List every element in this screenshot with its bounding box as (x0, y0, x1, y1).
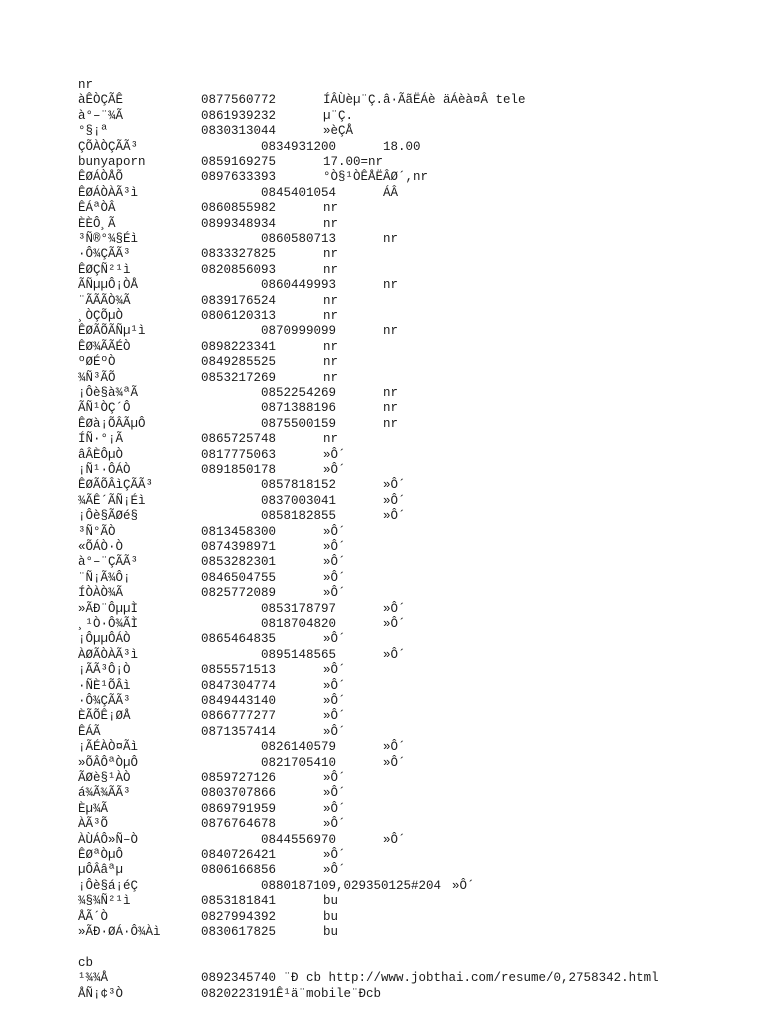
note-cell: »Ô´ (323, 771, 346, 785)
name-cell: àÊÒÇÃÊ (78, 93, 124, 108)
name-cell: ÊÁÃ (78, 724, 101, 739)
note-cell: »Ô´ (323, 801, 346, 816)
phone-cell: 0870999099 (261, 324, 337, 339)
name-cell: á¾Ã¾ÃÃ³ (78, 786, 131, 801)
name-cell: à°–¨ÇÃÃ³ (78, 555, 139, 570)
name-cell: ÊØÇÑ²¹ì (78, 262, 131, 277)
note-cell: »Ô´ (383, 493, 406, 508)
name-cell: Èµ¾Ã (78, 801, 109, 816)
name-cell: ¡Ôè§á¡éÇ (78, 878, 139, 893)
phone-cell: 0880187109,029350125#204 (261, 878, 442, 893)
phone-cell: 0833327825 (201, 247, 277, 262)
note-cell: »Ô´ (383, 617, 406, 631)
note-cell: nr (323, 355, 339, 370)
name-cell: ¨ÃÃÃÒ¾Ã (78, 293, 131, 308)
name-cell: »ÃÐ¨ÔµµÌ (78, 601, 139, 616)
note-cell: »Ô´ (323, 586, 346, 601)
note-cell: bu (323, 925, 339, 939)
phone-cell: 0892345740 ¨Ð cb http://www.jobthai.com/resume/0,2758342.html (201, 971, 659, 986)
name-cell: »ÕÂÔªÒµÔ (78, 755, 139, 770)
note-cell: »Ô´ (323, 447, 346, 462)
name-cell: à°–¨¾Ã (78, 108, 124, 123)
note-cell: »Ô´ (323, 786, 346, 801)
name-cell: °§¡ª (78, 124, 109, 139)
name-cell: ¸¹Ò·Ô¾ÃÌ (78, 617, 139, 631)
name-cell: ÅÑ¡¢³Ò (78, 986, 124, 1001)
phone-cell: 0865464835 (201, 632, 277, 647)
note-cell: »Ô´ (383, 755, 406, 770)
note-cell: »Ô´ (323, 463, 346, 477)
note-cell: »Ô´ (383, 509, 406, 524)
phone-cell: 0853282301 (201, 555, 277, 570)
note-cell: nr (383, 401, 399, 416)
note-cell: bu (323, 894, 339, 909)
name-cell: ÊØÃÕÂìÇÃÃ³ (78, 478, 154, 493)
phone-cell: 0857818152 (261, 478, 337, 493)
phone-cell: 0897633393 (201, 170, 277, 185)
phone-cell: 0895148565 (261, 647, 337, 662)
phone-cell: 0820223191Ê¹ä¨mobile¨Ðcb (201, 986, 382, 1001)
note-cell: »Ô´ (323, 524, 346, 539)
phone-cell: 0818704820 (261, 617, 337, 631)
note-cell: »Ô´ (383, 647, 406, 662)
note-cell: nr (383, 324, 399, 339)
name-cell: bunyaporn (78, 155, 146, 169)
note-cell: »Ô´ (383, 740, 406, 755)
phone-cell: 0871357414 (201, 724, 277, 739)
phone-cell: 0859169275 (201, 155, 277, 169)
note-cell: »Ô´ (452, 878, 475, 893)
name-cell: ·ÑÈ¹ÕÂì (78, 678, 131, 693)
name-cell: ÀÃ³Õ (78, 817, 109, 832)
note-cell: »èÇÅ (323, 124, 354, 139)
name-cell: ÊØÃÕÃÑµ¹ì (78, 324, 146, 339)
name-cell: ÊÁªÒÂ (78, 201, 116, 216)
note-cell: nr (323, 247, 339, 262)
name-cell: ·Ô¾ÇÃÃ³ (78, 247, 131, 262)
name-cell: ÀÙÁÔ»Ñ–Ò (78, 832, 139, 847)
name-cell: ÍÒÀÒ¾Ã (78, 586, 124, 601)
name-cell: ÅÃ´Ò (78, 909, 109, 924)
note-cell: µ¨Ç. (323, 108, 354, 123)
name-cell: âÂÈÔµÒ (78, 447, 124, 462)
note-cell: ÁÂ (383, 185, 399, 200)
note-cell: °Ò§¹ÒÊÅËÂØ´,nr (323, 170, 429, 185)
name-cell: ¾Ñ³ÃÕ (78, 370, 116, 385)
phone-cell: 0830313044 (201, 124, 277, 139)
phone-cell: 0861939232 (201, 108, 277, 123)
note-cell: »Ô´ (323, 694, 346, 708)
name-cell: ¡Ñ¹·ÔÁÒ (78, 463, 131, 477)
phone-cell: 0846504755 (201, 570, 277, 585)
phone-cell: 0849285525 (201, 355, 277, 370)
phone-cell: 0847304774 (201, 678, 277, 693)
name-cell: ÈÈÔ¸Ã (78, 216, 116, 231)
phone-cell: 0837003041 (261, 493, 337, 508)
note-cell: nr (383, 416, 399, 431)
name-cell: ¾ÃÊ´ÃÑ¡Éì (78, 493, 146, 508)
phone-cell: 0853178797 (261, 601, 337, 616)
phone-cell: 0852254269 (261, 386, 337, 400)
name-cell: µÔÂâªµ (78, 863, 124, 878)
phone-cell: 0871388196 (261, 401, 337, 416)
note-cell: »Ô´ (323, 663, 346, 678)
name-cell: ¡ÃÃ³Ô¡Ò (78, 663, 131, 678)
phone-cell: 0853181841 (201, 894, 277, 909)
name-cell: ¾§¾Ñ²¹ì (78, 894, 131, 909)
note-cell: nr (323, 370, 339, 385)
phone-cell: 0877560772 (201, 93, 277, 108)
name-cell: ¡ÃÉÀÒ¤Ãì (78, 740, 139, 755)
phone-cell: 0806120313 (201, 309, 277, 323)
note-cell: nr (323, 262, 339, 277)
phone-cell: 0813458300 (201, 524, 277, 539)
name-cell: ¡Ôè§à¾ªÃ (78, 386, 139, 400)
phone-cell: 0845401054 (261, 185, 337, 200)
name-cell: «ÕÁÒ·Ò (78, 540, 124, 554)
name-cell: ÇÕÀÒÇÃÃ³ (78, 139, 139, 154)
note-cell: nr (383, 386, 399, 400)
note-cell: 17.00=nr (323, 155, 384, 169)
name-cell: ¹¾¾Å (78, 971, 109, 986)
name-cell: ¨Ñ¡Ã¾Ô¡ (78, 570, 131, 585)
phone-cell: 0874398971 (201, 540, 277, 554)
name-cell: ¡Ôè§ÃØé§ (78, 509, 139, 524)
note-cell: »Ô´ (383, 478, 406, 493)
phone-cell: 0860449993 (261, 278, 337, 293)
name-cell: ÊØà¡ÕÂÃµÔ (78, 416, 146, 431)
note-cell: nr (383, 232, 399, 246)
phone-cell: 0849443140 (201, 694, 277, 708)
name-cell: ÃÑµµÔ¡ÒÅ (78, 278, 139, 293)
note-cell: »Ô´ (323, 863, 346, 878)
note-cell: »Ô´ (323, 678, 346, 693)
phone-cell: 0859727126 (201, 771, 277, 785)
note-cell: nr (383, 278, 399, 293)
name-cell: ³Ñ®°¾§Éì (78, 232, 139, 246)
phone-cell: 0827994392 (201, 909, 277, 924)
phone-cell: 0825772089 (201, 586, 277, 601)
phone-cell: 0869791959 (201, 801, 277, 816)
note-cell: nr (323, 293, 339, 308)
phone-cell: 0875500159 (261, 416, 337, 431)
note-cell: nr (323, 201, 339, 216)
phone-cell: 0860580713 (261, 232, 337, 246)
name-cell: ÃØè§¹ÀÒ (78, 771, 131, 785)
phone-cell: 0876764678 (201, 817, 277, 832)
note-cell: »Ô´ (323, 540, 346, 554)
name-cell: ÃÑ¹ÒÇ´Ô (78, 401, 131, 416)
phone-cell: 0817775063 (201, 447, 277, 462)
name-cell: ³Ñ°ÃÒ (78, 524, 116, 539)
phone-cell: 0803707866 (201, 786, 277, 801)
phone-cell: 0830617825 (201, 925, 277, 939)
phone-cell: 0834931200 (261, 139, 337, 154)
phone-cell: 0839176524 (201, 293, 277, 308)
name-cell: ÊØÁÒÅÕ (78, 170, 124, 185)
note-cell: »Ô´ (383, 601, 406, 616)
note-cell: 18.00 (383, 139, 421, 154)
note-cell: bu (323, 909, 339, 924)
phone-cell: 0853217269 (201, 370, 277, 385)
name-cell: ¸ÒÇÕµÒ (78, 309, 124, 323)
phone-cell: 0826140579 (261, 740, 337, 755)
note-cell: »Ô´ (383, 832, 406, 847)
note-cell: nr (323, 216, 339, 231)
phone-cell: 0899348934 (201, 216, 277, 231)
name-cell: ÊØÁÒÀÃ³ì (78, 185, 139, 200)
name-cell: ÍÑ·°¡Ã (78, 432, 124, 447)
phone-cell: 0858182855 (261, 509, 337, 524)
note-cell: »Ô´ (323, 632, 346, 647)
phone-cell: 0866777277 (201, 709, 277, 724)
phone-cell: 0855571513 (201, 663, 277, 678)
name-cell: »ÃÐ·ØÁ·Ô¾Àì (78, 925, 161, 939)
note-cell: »Ô´ (323, 570, 346, 585)
phone-cell: 0844556970 (261, 832, 337, 847)
name-cell: ÊØ¾ÃÃÉÒ (78, 339, 131, 354)
note-cell: »Ô´ (323, 724, 346, 739)
note-cell: nr (323, 309, 339, 323)
note-cell: »Ô´ (323, 817, 346, 832)
note-cell: nr (323, 432, 339, 447)
note-cell: nr (323, 339, 339, 354)
note-cell: ÍÂÙèµ¨Ç.â·ÃãËÁè äÁèà¤Â tele (323, 93, 526, 108)
note-cell: »Ô´ (323, 555, 346, 570)
name-cell: ºØÉºÒ (78, 355, 116, 370)
phone-cell: 0821705410 (261, 755, 337, 770)
phone-cell: 0865725748 (201, 432, 277, 447)
phone-cell: 0860855982 (201, 201, 277, 216)
note-cell: »Ô´ (323, 709, 346, 724)
note-cell: »Ô´ (323, 848, 346, 862)
name-cell: ÈÃÕÊ¡ØÅ (78, 709, 131, 724)
phone-cell: 0891850178 (201, 463, 277, 477)
name-cell: nr (78, 78, 94, 92)
name-cell: ·Ô¾ÇÃÃ³ (78, 694, 131, 708)
name-cell: ÀØÃÒÀÃ³ì (78, 647, 139, 662)
name-cell: ¡ÔµµÔÁÒ (78, 632, 131, 647)
name-cell: ÊØªÒµÔ (78, 848, 124, 862)
phone-cell: 0840726421 (201, 848, 277, 862)
phone-cell: 0898223341 (201, 339, 277, 354)
phone-cell: 0820856093 (201, 262, 277, 277)
name-cell: cb (78, 955, 94, 970)
phone-cell: 0806166856 (201, 863, 277, 878)
